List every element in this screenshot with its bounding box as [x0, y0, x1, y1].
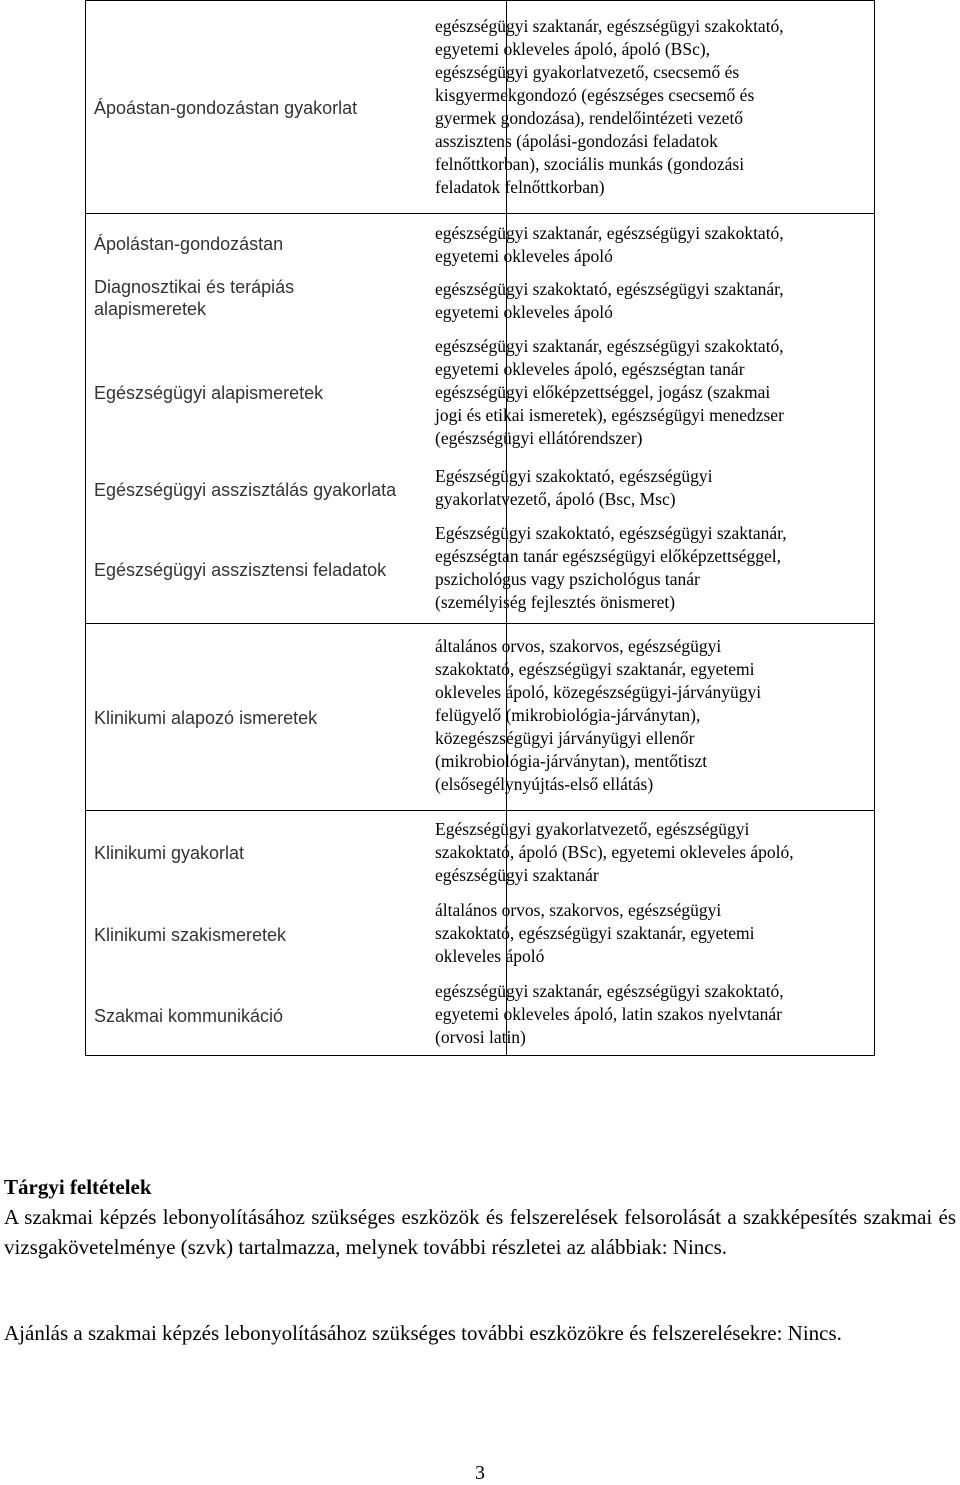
subject-cell: Ápoástan-gondozástan gyakorlat	[94, 98, 358, 118]
subject-cell: Szakmai kommunikáció	[94, 1006, 284, 1026]
subject-cell: Egészségügyi asszisztálás gyakorlata	[94, 480, 397, 500]
teachers-cell: Egészségügyi szakoktató, egészségügyi gyakorlatvezető, ápoló (Bsc, Msc)	[435, 466, 713, 509]
teachers-cell: egészségügyi szaktanár, egészségügyi szakoktató, egyetemi okleveles ápoló, egészségtan tanár egészségügyi előképzettséggel, jogász (szakmai jogi és etikai ismeretek), egészségügyi menedzser (egészségügyi ellátórendszer)	[435, 336, 784, 448]
teachers-cell: egészségügyi szaktanár, egészségügyi szakoktató, egyetemi okleveles ápoló, ápoló (BSc), egészségügyi gyakorlatvezető, csecsemő és kisgyermekgondozó (egészséges csecsemő és gyermek gondozása), rendelőintézeti vezető asszisztens (ápolási-gondozási feladatok felnőttkorban), szociális munkás (gondozási feladatok felnőttkorban)	[435, 16, 784, 197]
teachers-cell: általános orvos, szakorvos, egészségügyi szakoktató, egészségügyi szaktanár, egyetemi okleveles ápoló, közegészségügyi-járványügyi felügyelő (mikrobiológia-járványtan), közegészségügyi járványügyi ellenőr (mikrobiológia-járványtan), mentőtiszt (elsősegélynyújtás-első ellátás)	[435, 636, 762, 794]
subject-cell: Egészségügyi asszisztensi feladatok	[94, 560, 387, 580]
subject-cell: Ápolástan-gondozástan	[94, 234, 284, 254]
teachers-table	[85, 0, 875, 1056]
subject-cell: Diagnosztikai és terápiás alapismeretek	[94, 277, 295, 319]
subject-cell: Klinikumi szakismeretek	[94, 925, 287, 945]
row-divider	[86, 213, 874, 214]
teachers-cell: egészségügyi szakoktató, egészségügyi szaktanár, egyetemi okleveles ápoló	[435, 279, 784, 322]
teachers-cell: egészségügyi szaktanár, egészségügyi szakoktató, egyetemi okleveles ápoló	[435, 223, 784, 266]
row-divider	[86, 810, 874, 811]
subject-cell: Klinikumi gyakorlat	[94, 843, 245, 863]
paragraph-requirements: A szakmai képzés lebonyolításához szükséges eszközök és felszerelések felsorolását a szakképesítés szakmai és vizsgakövetelménye (szvk) tartalmazza, melynek további részletei az alábbiak: Nincs.	[4, 1205, 956, 1259]
teachers-cell: Egészségügyi szakoktató, egészségügyi szaktanár, egészségtan tanár egészségügyi előképzettséggel, pszichológus vagy pszichológus tanár (személyiség fejlesztés önismeret)	[435, 523, 787, 612]
row-divider	[86, 623, 874, 624]
subject-cell: Egészségügyi alapismeretek	[94, 383, 324, 403]
teachers-cell: egészségügyi szaktanár, egészségügyi szakoktató, egyetemi okleveles ápoló, latin szakos nyelvtanár (orvosi latin)	[435, 981, 784, 1047]
page-number: 3	[475, 1462, 485, 1484]
subject-cell: Klinikumi alapozó ismeretek	[94, 708, 318, 728]
section-title: Tárgyi feltételek	[4, 1175, 152, 1199]
teachers-cell: Egészségügyi gyakorlatvezető, egészségügyi szakoktató, ápoló (BSc), egyetemi okleveles ápoló, egészségügyi szaktanár	[435, 819, 794, 885]
teachers-cell: általános orvos, szakorvos, egészségügyi szakoktató, egészségügyi szaktanár, egyetemi okleveles ápoló	[435, 900, 755, 966]
paragraph-recommendation: Ajánlás a szakmai képzés lebonyolításához szükséges további eszközökre és felszerelésekre: Nincs.	[4, 1321, 842, 1345]
